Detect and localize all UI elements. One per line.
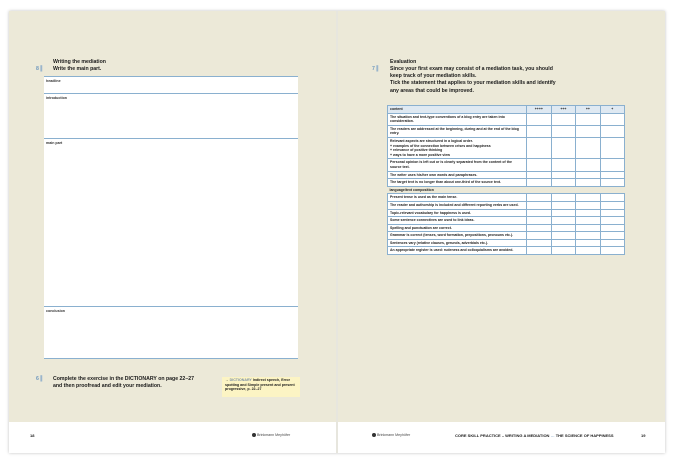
rating-header: +++ bbox=[551, 106, 576, 114]
tick-cell[interactable] bbox=[600, 217, 624, 225]
tick-cell[interactable] bbox=[600, 201, 624, 209]
headline-label: headline bbox=[46, 79, 61, 83]
table-row bbox=[388, 194, 625, 202]
dictionary-link[interactable]: DICTIONARY bbox=[229, 378, 252, 382]
task-7-line-3: Tick the statement that applies to your mediation skills and identify bbox=[390, 80, 556, 87]
tick-cell[interactable] bbox=[600, 159, 624, 171]
tick-cell[interactable] bbox=[551, 125, 576, 137]
criterion-text: Topic-relevant vocabulary for happiness is used. bbox=[388, 209, 527, 217]
tick-cell[interactable] bbox=[527, 179, 552, 187]
task-7-line-1: Since your first exam may consist of a mediation task, you should bbox=[390, 66, 553, 72]
tick-cell[interactable] bbox=[551, 217, 576, 225]
table-row bbox=[388, 239, 625, 247]
tick-cell[interactable] bbox=[527, 209, 552, 217]
tick-cell[interactable] bbox=[527, 137, 552, 158]
task-8-number: 8 ▌ bbox=[36, 66, 45, 72]
table-row bbox=[388, 125, 625, 137]
criterion-text: The situation and text-type conventions of a blog entry are taken into consideration. bbox=[388, 113, 527, 125]
tick-cell[interactable] bbox=[527, 159, 552, 171]
conclusion-label: conclusion bbox=[46, 309, 65, 313]
criterion-text: Some sentence connectives are used to link ideas. bbox=[388, 217, 527, 225]
tick-cell[interactable] bbox=[576, 171, 600, 179]
table-row bbox=[388, 113, 625, 125]
table-row bbox=[388, 179, 625, 187]
task-7-line-4: any areas that could be improved. bbox=[390, 87, 474, 94]
tick-cell[interactable] bbox=[600, 137, 624, 158]
tick-cell[interactable] bbox=[576, 201, 600, 209]
tick-cell[interactable] bbox=[600, 232, 624, 240]
tick-cell[interactable] bbox=[551, 179, 576, 187]
left-publisher: Brinkmann Meyhöfer bbox=[252, 433, 290, 437]
criterion-text: Grammar is correct (tenses, word formation, prepositions, pronouns etc.). bbox=[388, 232, 527, 240]
tick-cell[interactable] bbox=[600, 224, 624, 232]
table-row bbox=[388, 137, 625, 158]
table-row bbox=[388, 232, 625, 240]
criterion-text: The readers are addressed at the beginning, during and at the end of the blog entry. bbox=[388, 125, 527, 137]
tick-cell[interactable] bbox=[551, 194, 576, 202]
task-7-line-2: keep track of your mediation skills. bbox=[390, 73, 477, 80]
right-publisher: Brinkmann Meyhöfer bbox=[372, 433, 410, 437]
tick-cell[interactable] bbox=[600, 125, 624, 137]
tick-cell[interactable] bbox=[576, 194, 600, 202]
tick-cell[interactable] bbox=[527, 201, 552, 209]
footer-topic: THE SCIENCE OF HAPPINESS bbox=[555, 433, 614, 438]
section-row bbox=[388, 186, 625, 194]
tick-cell[interactable] bbox=[527, 171, 552, 179]
language-section-header: language/text composition bbox=[388, 186, 625, 194]
footer-separator: … bbox=[550, 433, 555, 438]
introduction-section[interactable] bbox=[44, 93, 298, 139]
tick-cell[interactable] bbox=[527, 232, 552, 240]
task-7-number: 7 ▌ bbox=[372, 66, 381, 72]
criterion-text: Sentences vary (relative clauses, gerunds, adverbials etc.). bbox=[388, 239, 527, 247]
tick-cell[interactable] bbox=[551, 171, 576, 179]
tick-cell[interactable] bbox=[576, 217, 600, 225]
arrow-icon: → bbox=[225, 378, 229, 382]
tick-cell[interactable] bbox=[600, 171, 624, 179]
table-row bbox=[388, 247, 625, 255]
criterion-text: Present tense is used as the main tense. bbox=[388, 194, 527, 202]
tick-cell[interactable] bbox=[576, 125, 600, 137]
table-row bbox=[388, 171, 625, 179]
table-row bbox=[388, 159, 625, 171]
table-row bbox=[388, 209, 625, 217]
running-footer bbox=[455, 433, 614, 438]
task-6-line-2: and then proofread and edit your mediation. bbox=[53, 383, 162, 390]
tick-cell[interactable] bbox=[527, 125, 552, 137]
publisher-logo-icon bbox=[252, 433, 256, 437]
tick-cell[interactable] bbox=[576, 224, 600, 232]
rating-header: ++ bbox=[576, 106, 600, 114]
criterion-text: The writer uses his/her own words and paraphrases. bbox=[388, 171, 527, 179]
tick-cell[interactable] bbox=[600, 179, 624, 187]
task-8-text: Write the main part. bbox=[53, 66, 102, 72]
table-row bbox=[388, 201, 625, 209]
headline-section[interactable] bbox=[44, 77, 298, 93]
mediation-writing-box[interactable] bbox=[44, 76, 298, 359]
criterion-text: The target text is no longer than about one-third of the source text. bbox=[388, 179, 527, 187]
tick-cell[interactable] bbox=[527, 239, 552, 247]
tick-cell[interactable] bbox=[551, 113, 576, 125]
dictionary-reference-note bbox=[222, 377, 300, 397]
tick-cell[interactable] bbox=[576, 247, 600, 255]
tick-cell[interactable] bbox=[527, 113, 552, 125]
book-gutter bbox=[336, 11, 338, 453]
tick-cell[interactable] bbox=[576, 209, 600, 217]
task-6-number: 6 ▌ bbox=[36, 376, 45, 382]
task-6-line-1: Complete the exercise in the DICTIONARY on page 22–27 bbox=[53, 376, 194, 382]
tick-cell[interactable] bbox=[576, 113, 600, 125]
tick-cell[interactable] bbox=[527, 247, 552, 255]
tick-cell[interactable] bbox=[576, 159, 600, 171]
tick-cell[interactable] bbox=[551, 201, 576, 209]
dictionary-note-text: Indirect speech, Error spotting and Simple present and present progressive, p. 22–27 bbox=[225, 378, 295, 392]
tick-cell[interactable] bbox=[551, 247, 576, 255]
tick-cell[interactable] bbox=[551, 232, 576, 240]
conclusion-section[interactable] bbox=[44, 306, 298, 359]
evaluation-table bbox=[387, 105, 625, 255]
tick-cell[interactable] bbox=[551, 239, 576, 247]
criterion-text: An appropriate register is used: rudeness and colloquialisms are avoided. bbox=[388, 247, 527, 255]
main-part-section[interactable] bbox=[44, 138, 298, 307]
left-page-number: 18 bbox=[30, 433, 35, 438]
introduction-label: introduction bbox=[46, 96, 67, 100]
tick-cell[interactable] bbox=[600, 113, 624, 125]
writing-heading: Writing the mediation bbox=[53, 59, 106, 65]
main-part-label: main part bbox=[46, 141, 63, 145]
tick-cell[interactable] bbox=[600, 239, 624, 247]
tick-cell[interactable] bbox=[551, 224, 576, 232]
tick-cell[interactable] bbox=[527, 194, 552, 202]
rating-header: + bbox=[600, 106, 624, 114]
tick-cell[interactable] bbox=[600, 209, 624, 217]
publisher-logo-icon bbox=[372, 433, 376, 437]
task-7-text bbox=[390, 66, 630, 95]
tick-cell[interactable] bbox=[600, 247, 624, 255]
evaluation-heading: Evaluation bbox=[390, 59, 417, 65]
criterion-text: The reader and authorship is included and different reporting verbs are used. bbox=[388, 201, 527, 209]
tick-cell[interactable] bbox=[600, 194, 624, 202]
right-page-number: 19 bbox=[641, 433, 646, 438]
tick-cell[interactable] bbox=[551, 137, 576, 158]
task-6-text bbox=[53, 376, 194, 390]
tick-cell[interactable] bbox=[551, 209, 576, 217]
table-row bbox=[388, 217, 625, 225]
criterion-text: Spelling and punctuation are correct. bbox=[388, 224, 527, 232]
tick-cell[interactable] bbox=[576, 232, 600, 240]
table-header-row bbox=[388, 106, 625, 114]
criterion-text: Personal opinion is left out or is clearly separated from the content of the source text. bbox=[388, 159, 527, 171]
tick-cell[interactable] bbox=[576, 137, 600, 158]
tick-cell[interactable] bbox=[527, 217, 552, 225]
tick-cell[interactable] bbox=[527, 224, 552, 232]
tick-cell[interactable] bbox=[576, 239, 600, 247]
tick-cell[interactable] bbox=[576, 179, 600, 187]
footer-chapter: CORE SKILL PRACTICE – WRITING A MEDIATION bbox=[455, 433, 550, 438]
tick-cell[interactable] bbox=[551, 159, 576, 171]
criterion-relevant-aspects: Relevant aspects are structured in a logical order. + examples of the connection between crises and happiness + relevance of positive thinking + ways to have a more positive view bbox=[388, 137, 527, 158]
table-row bbox=[388, 224, 625, 232]
content-header: content bbox=[388, 106, 527, 114]
rating-header: ++++ bbox=[527, 106, 552, 114]
